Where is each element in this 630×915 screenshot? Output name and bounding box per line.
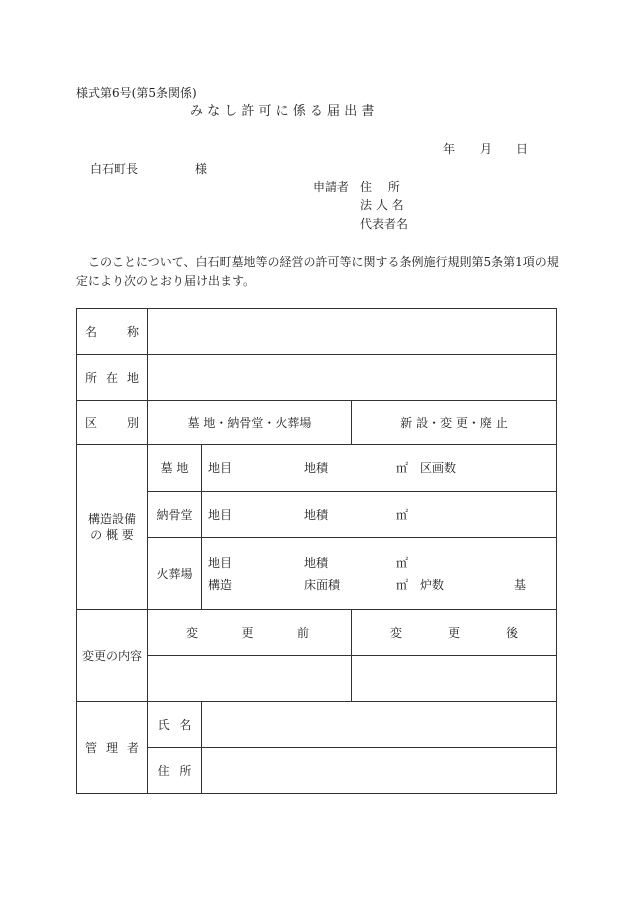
category-types: 墓 地・納骨堂・火葬場 xyxy=(187,415,312,430)
category-label-cell xyxy=(77,401,148,445)
cemetery-label-cell xyxy=(148,445,202,492)
address-label: 住 所 xyxy=(360,180,400,194)
after-change-value-cell[interactable] xyxy=(352,656,557,702)
change-content-row xyxy=(77,656,557,702)
cemetery-label: 墓 地 xyxy=(160,461,189,475)
honorific: 様 xyxy=(195,162,208,176)
crematorium-detail-cell[interactable] xyxy=(202,538,557,610)
document-title: み な し 許 可 に 係 る 届 出 書 xyxy=(190,104,375,119)
crematorium-row xyxy=(77,538,557,610)
manager-label-cell xyxy=(77,702,148,794)
date-year-label: 年 xyxy=(443,142,456,156)
cemetery-plots: 区画数 xyxy=(420,461,457,475)
location-label-char-2: 在 xyxy=(105,370,118,385)
location-label-cell xyxy=(77,355,148,401)
category-types-cell[interactable] xyxy=(148,401,352,445)
structure-label-line-1: 構造設備 xyxy=(87,512,136,526)
after-change-header-cell xyxy=(352,610,557,656)
date-day-label: 日 xyxy=(516,142,529,156)
ossuary-label: 納骨堂 xyxy=(156,507,193,522)
crematorium-label: 火葬場 xyxy=(156,566,193,581)
manager-address-value-cell[interactable] xyxy=(202,748,557,794)
manager-address-row xyxy=(77,748,557,794)
change-label: 変更の内容 xyxy=(81,648,142,663)
name-value-cell[interactable] xyxy=(148,309,557,355)
ossuary-sqm: ㎡ xyxy=(396,508,409,522)
crematorium-label-cell xyxy=(148,538,202,610)
crematorium-area: 地積 xyxy=(304,556,329,570)
name-label-char-1: 名 xyxy=(85,324,98,339)
category-actions-cell[interactable] xyxy=(352,401,557,445)
name-row xyxy=(77,309,557,355)
before-change-char-2: 更 xyxy=(241,625,254,640)
location-row xyxy=(77,355,557,401)
category-actions: 新 設・変 更・廃 止 xyxy=(400,415,508,430)
manager-label-char-2: 理 xyxy=(105,740,118,755)
change-header-row xyxy=(77,610,557,656)
category-label-char-1: 区 xyxy=(85,415,98,430)
cemetery-area: 地積 xyxy=(304,461,329,475)
form-table xyxy=(76,308,557,794)
ossuary-detail-cell[interactable] xyxy=(202,492,557,538)
name-label-char-2: 称 xyxy=(126,324,139,339)
manager-label-char-3: 者 xyxy=(126,740,139,755)
manager-address-label: 住 所 xyxy=(157,763,192,778)
before-change-char-3: 前 xyxy=(296,625,309,640)
location-label-char-3: 地 xyxy=(126,370,139,385)
crematorium-land-category: 地目 xyxy=(208,556,233,570)
manager-name-label: 氏 名 xyxy=(157,717,192,732)
after-change-char-1: 変 xyxy=(390,625,403,640)
manager-address-label-cell xyxy=(148,748,202,794)
crematorium-floor-sqm: ㎡ xyxy=(396,578,409,592)
crematorium-area-sqm: ㎡ xyxy=(396,556,409,570)
manager-label-char-1: 管 xyxy=(85,740,98,755)
after-change-char-2: 更 xyxy=(448,625,461,640)
change-label-cell xyxy=(77,610,148,702)
cemetery-detail-cell[interactable] xyxy=(202,445,557,492)
cemetery-land-category: 地目 xyxy=(208,461,233,475)
structure-label-cell xyxy=(77,445,148,610)
corp-name-label: 法 人 名 xyxy=(360,198,404,212)
ossuary-label-cell xyxy=(148,492,202,538)
manager-name-value-cell[interactable] xyxy=(202,702,557,748)
crematorium-floor-area: 床面積 xyxy=(304,578,341,592)
manager-name-row xyxy=(77,702,557,748)
before-change-value-cell[interactable] xyxy=(148,656,352,702)
applicant-label: 申請者 xyxy=(313,180,350,194)
form-number: 様式第6号(第5条関係) xyxy=(76,86,197,100)
cemetery-sqm: ㎡ xyxy=(396,461,409,475)
date-month-label: 月 xyxy=(480,142,493,156)
manager-name-label-cell xyxy=(148,702,202,748)
category-row xyxy=(77,401,557,445)
name-label-cell xyxy=(77,309,148,355)
ossuary-land-category: 地目 xyxy=(208,508,233,522)
crematorium-unit-ki: 基 xyxy=(514,578,527,592)
after-change-char-3: 後 xyxy=(506,625,519,640)
before-change-char-1: 変 xyxy=(186,625,199,640)
crematorium-structure: 構造 xyxy=(208,578,233,592)
crematorium-furnaces: 炉数 xyxy=(420,578,445,592)
addressee: 白石町長 xyxy=(90,162,139,176)
representative-label: 代表者名 xyxy=(360,217,409,231)
ossuary-area: 地積 xyxy=(304,508,329,522)
structure-label-line-2: の 概 要 xyxy=(90,528,134,542)
cemetery-row xyxy=(77,445,557,492)
location-label-char-1: 所 xyxy=(85,370,98,385)
location-value-cell[interactable] xyxy=(148,355,557,401)
body-text-line-1: このことについて、白石町墓地等の経営の許可等に関する条例施行規則第5条第1項の規 xyxy=(88,255,559,269)
category-label-char-2: 別 xyxy=(126,415,139,430)
ossuary-row xyxy=(77,492,557,538)
body-text-line-2: 定により次のとおり届け出ます。 xyxy=(76,274,256,288)
before-change-header-cell xyxy=(148,610,352,656)
